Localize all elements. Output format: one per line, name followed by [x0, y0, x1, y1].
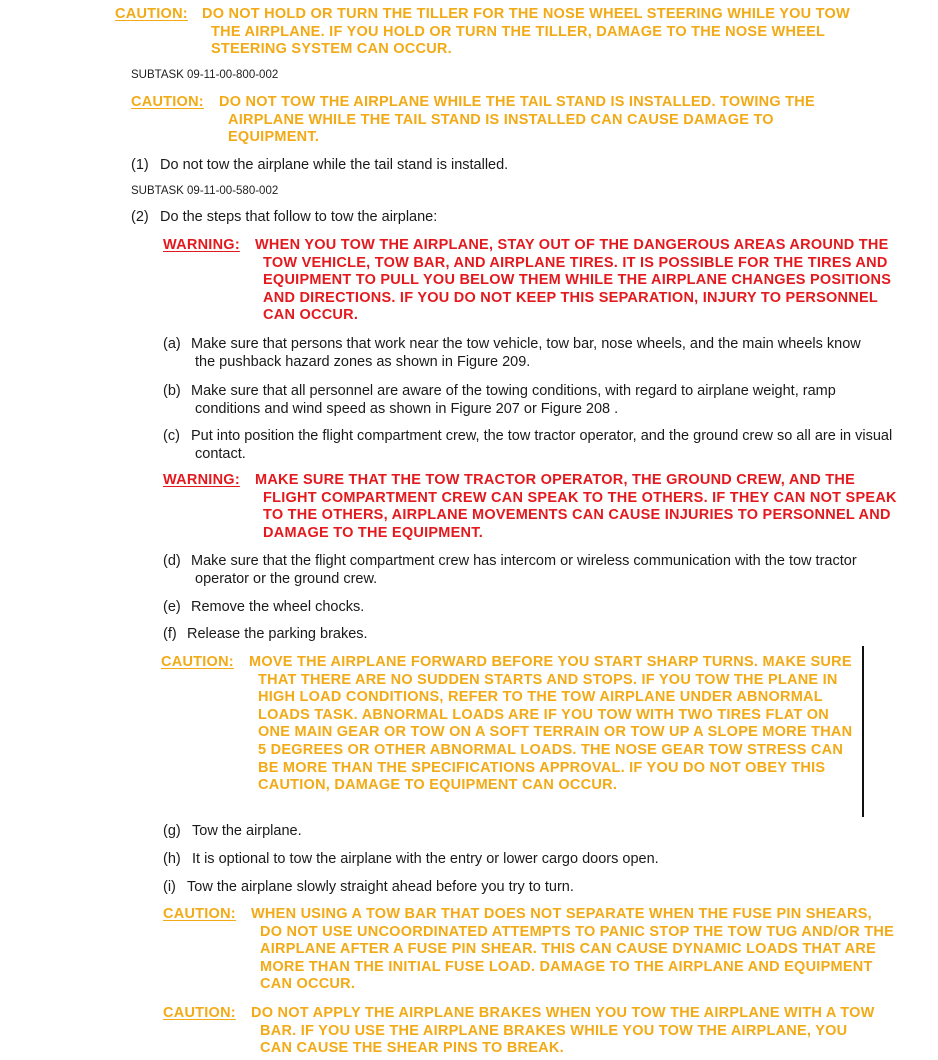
warning-text: WHEN YOU TOW THE AIRPLANE, STAY OUT OF THE DANGEROUS AREAS AROUND THE TOW VEHICLE, TOW BAR, AND AIRPLANE TIRES. IT IS POSSIBLE FOR THE TIRES AND EQUIPMENT TO PULL YOU BELOW THEM WHILE THE AIRPLANE CHANGES POSITIONS AND DIRECTIONS. IF YOU DO NOT KEEP THIS SEPARATION, INJURY TO PERSONNEL CAN OCCUR.: [255, 237, 892, 324]
step-item: [131, 157, 851, 175]
caution-text: DO NOT APPLY THE AIRPLANE BRAKES WHEN YOU TOW THE AIRPLANE WITH A TOW BAR. IF YOU USE THE AIRPLANE BRAKES WHILE YOU TOW THE AIRPLANE, YOU CAN CAUSE THE SHEAR PINS TO BREAK.: [251, 1005, 875, 1057]
substep-label: (b): [163, 383, 181, 399]
warning-label: WARNING:: [163, 237, 240, 253]
caution-notice: [115, 6, 875, 59]
substep-item: [163, 336, 883, 371]
substep-item: [163, 599, 883, 617]
revision-change-bar: [862, 646, 864, 817]
caution-label: CAUTION:: [131, 94, 204, 110]
caution-label: CAUTION:: [161, 654, 234, 670]
warning-text: MAKE SURE THAT THE TOW TRACTOR OPERATOR, THE GROUND CREW, AND THE FLIGHT COMPARTMENT CREW CAN SPEAK TO THE OTHERS. IF THEY CAN NOT SPEAK TO THE OTHERS, AIRPLANE MOVEMENTS CAN CAUSE INJURIES TO PERSONNEL AND DAMAGE TO THE EQUIPMENT.: [255, 472, 897, 541]
substep-item: [163, 851, 883, 869]
caution-text: DO NOT HOLD OR TURN THE TILLER FOR THE NOSE WHEEL STEERING WHILE YOU TOW THE AIRPLANE. IF YOU HOLD OR TURN THE TILLER, DAMAGE TO THE NOSE WHEEL STEERING SYSTEM CAN OCCUR.: [202, 6, 850, 58]
caution-notice: [131, 94, 866, 147]
substep-label: (a): [163, 336, 181, 352]
substep-label: (g): [163, 823, 181, 839]
caution-label: CAUTION:: [163, 1005, 236, 1021]
caution-text: DO NOT TOW THE AIRPLANE WHILE THE TAIL STAND IS INSTALLED. TOWING THE AIRPLANE WHILE THE TAIL STAND IS INSTALLED CAN CAUSE DAMAGE TO EQUIPMENT.: [219, 94, 815, 146]
substep-text: It is optional to tow the airplane with the entry or lower cargo doors open.: [192, 851, 659, 867]
substep-label: (e): [163, 599, 181, 615]
caution-notice: [161, 654, 863, 795]
substep-text: Tow the airplane.: [192, 823, 302, 839]
substep-item: [163, 428, 898, 463]
substep-item: [163, 823, 883, 841]
substep-label: (h): [163, 851, 181, 867]
caution-notice: [163, 906, 898, 994]
substep-text: Make sure that the flight compartment crew has intercom or wireless communication with the tow tractor operator or the ground crew.: [191, 553, 857, 587]
caution-label: CAUTION:: [163, 906, 236, 922]
step-text: Do not tow the airplane while the tail stand is installed.: [160, 157, 509, 173]
substep-item: [163, 879, 883, 897]
substep-label: (i): [163, 879, 176, 895]
substep-item: [163, 626, 883, 644]
warning-notice: [163, 472, 898, 542]
warning-label: WARNING:: [163, 472, 240, 488]
caution-text: WHEN USING A TOW BAR THAT DOES NOT SEPARATE WHEN THE FUSE PIN SHEARS, DO NOT USE UNCOORDINATED ATTEMPTS TO PANIC STOP THE TOW TUG AND/OR THE AIRPLANE AFTER A FUSE PIN SHEAR. THIS CAN CAUSE DYNAMIC LOADS THAT ARE MORE THAN THE INITIAL FUSE LOAD. DAMAGE TO THE AIRPLANE AND EQUIPMENT CAN OCCUR.: [251, 906, 895, 993]
substep-item: [163, 553, 898, 588]
step-label: (1): [131, 157, 149, 173]
substep-text: Make sure that persons that work near the tow vehicle, tow bar, nose wheels, and the main wheels know the pushback hazard zones as shown in Figure 209.: [191, 336, 861, 370]
step-text: Do the steps that follow to tow the airplane:: [160, 209, 438, 225]
caution-notice: [163, 1005, 883, 1058]
substep-text: Remove the wheel chocks.: [191, 599, 365, 615]
substep-text: Release the parking brakes.: [187, 626, 368, 642]
substep-text: Make sure that all personnel are aware of the towing conditions, with regard to airplane weight, ramp conditions and wind speed as shown in Figure 207 or Figure 208 .: [191, 383, 836, 417]
substep-label: (f): [163, 626, 177, 642]
caution-text: MOVE THE AIRPLANE FORWARD BEFORE YOU START SHARP TURNS. MAKE SURE THAT THERE ARE NO SUDDEN STARTS AND STOPS. IF YOU TOW THE PLANE IN HIGH LOAD CONDITIONS, REFER TO THE TOW AIRPLANE UNDER ABNORMAL LOADS TASK. ABNORMAL LOADS ARE IF YOU TOW WITH TWO TIRES FLAT ON ONE MAIN GEAR OR TOW ON A SOFT TERRAIN OR TOW UP A SLOPE MORE THAN 5 DEGREES OR OTHER ABNORMAL LOADS. THE NOSE GEAR TOW STRESS CAN BE MORE THAN THE SPECIFICATIONS APPROVAL. IF YOU DO NOT OBEY THIS CAUTION, DAMAGE TO EQUIPMENT CAN OCCUR.: [249, 654, 853, 794]
substep-label: (c): [163, 428, 180, 444]
step-label: (2): [131, 209, 149, 225]
subtask-id: SUBTASK 09-11-00-580-002: [131, 185, 279, 197]
substep-text: Tow the airplane slowly straight ahead before you try to turn.: [187, 879, 574, 895]
substep-label: (d): [163, 553, 181, 569]
substep-text: Put into position the flight compartment crew, the tow tractor operator, and the ground crew so all are in visual contact.: [191, 428, 893, 462]
warning-notice: [163, 237, 898, 325]
caution-label: CAUTION:: [115, 6, 188, 22]
subtask-id: SUBTASK 09-11-00-800-002: [131, 69, 279, 81]
substep-item: [163, 383, 903, 418]
step-item: [131, 209, 851, 227]
